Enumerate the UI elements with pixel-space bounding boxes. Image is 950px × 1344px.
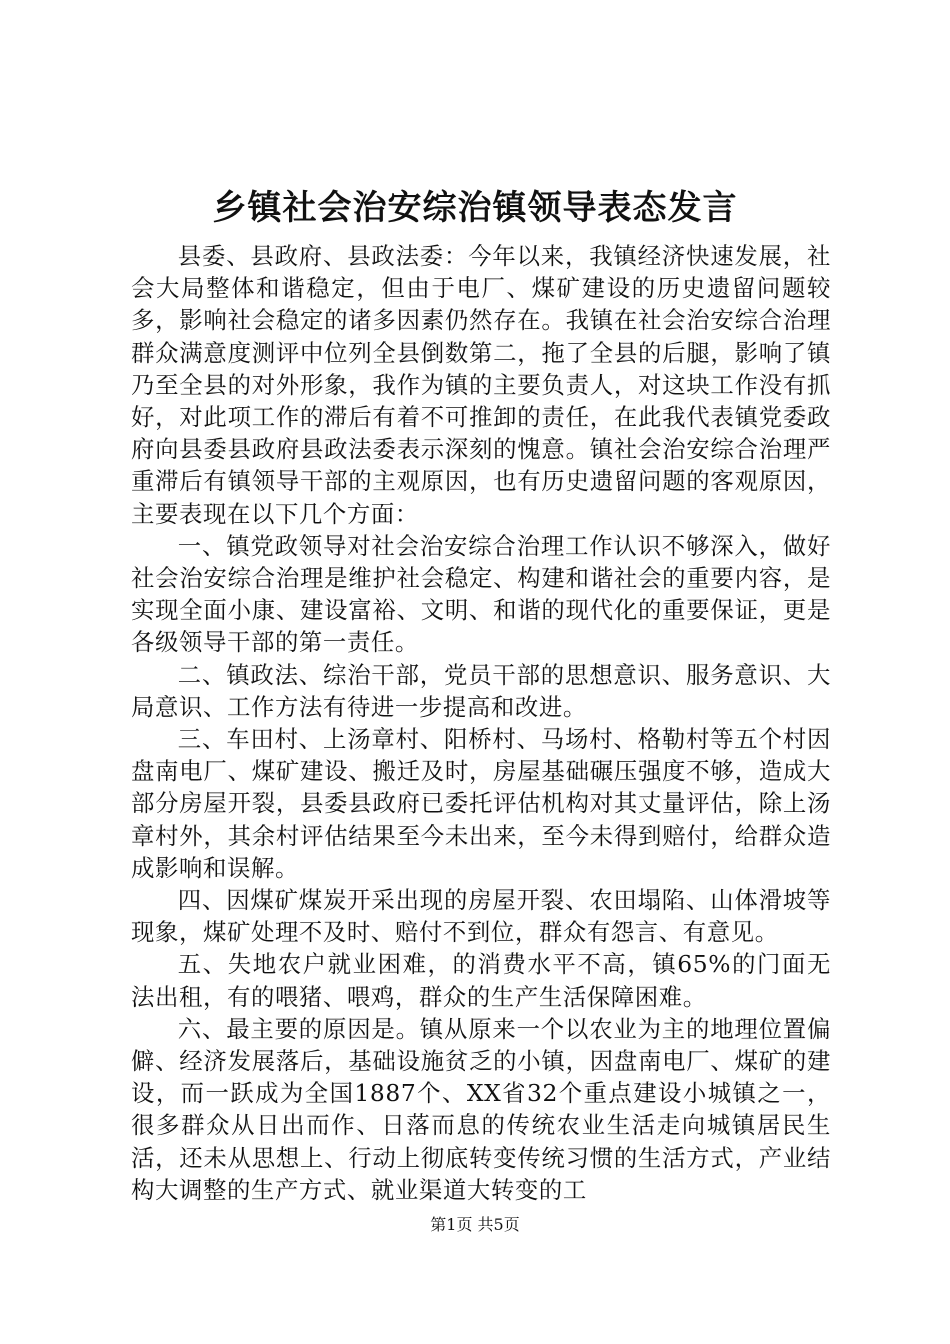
paragraph-point-5: 五、失地农户就业困难，的消费水平不高，镇65%的门面无法出租，有的喂猪、喂鸡，群众的生产生活保障困难。	[131, 950, 831, 1011]
paragraph-intro: 县委、县政府、县政法委：今年以来，我镇经济快速发展，社会大局整体和谐稳定，但由于电厂、煤矿建设的历史遗留问题较多，影响社会稳定的诸多因素仍然存在。我镇在社会治安综合治理群众满意度测评中位列全县倒数第二，拖了全县的后腿，影响了镇乃至全县的对外形象，我作为镇的主要负责人，对这块工作没有抓好，对此项工作的滞后有着不可推卸的责任，在此我代表镇党委政府向县委县政府县政法委表示深刻的愧意。镇社会治安综合治理严重滞后有镇领导干部的主观原因，也有历史遗留问题的客观原因，主要表现在以下几个方面：	[131, 242, 831, 528]
paragraph-point-4: 四、因煤矿煤炭开采出现的房屋开裂、农田塌陷、山体滑坡等现象，煤矿处理不及时、赔付不到位，群众有怨言、有意见。	[131, 886, 831, 947]
paragraph-point-6: 六、最主要的原因是。镇从原来一个以农业为主的地理位置偏僻、经济发展落后，基础设施贫乏的小镇，因盘南电厂、煤矿的建设，而一跃成为全国1887个、XX省32个重点建设小城镇之一，很多群众从日出而作、日落而息的传统农业生活走向城镇居民生活，还未从思想上、行动上彻底转变传统习惯的生活方式，产业结构大调整的生产方式、就业渠道大转变的工	[131, 1014, 831, 1204]
page-number-footer: 第1页 共5页	[430, 1215, 520, 1234]
document-title: 乡镇社会治安综治镇领导表态发言	[212, 188, 738, 228]
document-body	[131, 240, 831, 1206]
paragraph-point-3: 三、车田村、上汤章村、阳桥村、马场村、格勒村等五个村因盘南电厂、煤矿建设、搬迁及时，房屋基础碾压强度不够，造成大部分房屋开裂，县委县政府已委托评估机构对其丈量评估，除上汤章村外，其余村评估结果至今未出来，至今未得到赔付，给群众造成影响和误解。	[131, 725, 831, 882]
paragraph-point-1: 一、镇党政领导对社会治安综合治理工作认识不够深入，做好社会治安综合治理是维护社会稳定、构建和谐社会的重要内容，是实现全面小康、建设富裕、文明、和谐的现代化的重要保证，更是各级领导干部的第一责任。	[131, 531, 831, 657]
paragraph-point-2: 二、镇政法、综治干部，党员干部的思想意识、服务意识、大局意识、工作方法有待进一步提高和改进。	[131, 660, 831, 721]
